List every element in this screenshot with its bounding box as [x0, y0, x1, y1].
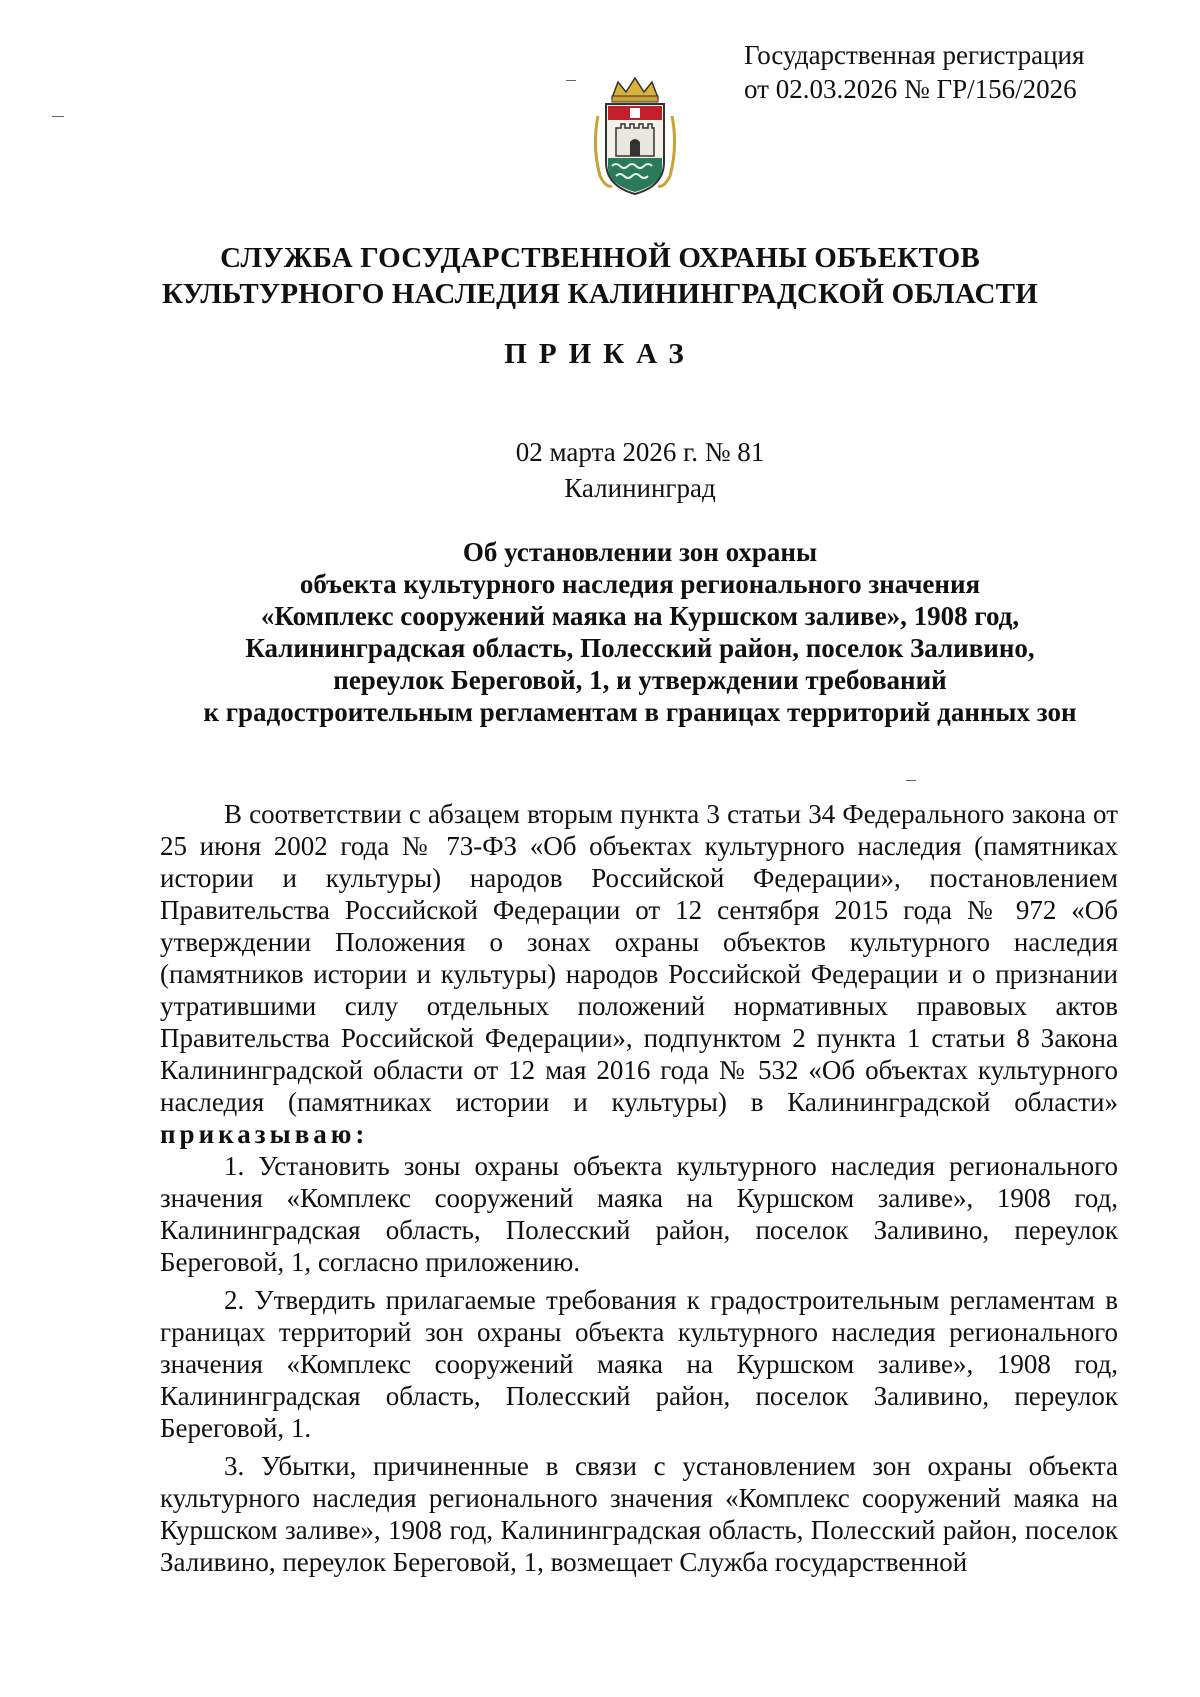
- registration-line-1: Государственная регистрация: [744, 40, 1085, 70]
- agency-line-1: СЛУЖБА ГОСУДАРСТВЕННОЙ ОХРАНЫ ОБЪЕКТОВ: [220, 242, 980, 274]
- title-line: «Комплекс сооружений маяка на Куршском заливе», 1908 год,: [260, 601, 1020, 631]
- document-city: Калининград: [564, 473, 716, 503]
- registration-line-2: от 02.03.2026 № ГР/156/2026: [744, 74, 1077, 104]
- document-date-number: 02 марта 2026 г. № 81: [515, 437, 765, 467]
- agency-name: [100, 240, 1100, 312]
- order-word: приказываю:: [160, 1119, 369, 1149]
- registration-stamp: [744, 38, 1164, 106]
- order-item: 3. Убытки, причиненные в связи с установлением зон охраны объекта культурного наследия регионального значения «Комплекс сооружений маяка на Куршском заливе», 1908 год, Калининградская область, Полесский район, поселок Заливино, переулок Береговой, 1, возмещает Служба государственной: [160, 1451, 1118, 1577]
- title-line: Об установлении зон охраны: [462, 537, 818, 567]
- title-line: переулок Береговой, 1, и утверждении требований: [333, 665, 947, 695]
- scan-mark: [52, 116, 64, 117]
- document-title: [100, 536, 1180, 728]
- order-item: 2. Утвердить прилагаемые требования к градостроительным регламентам в границах территорий зон охраны объекта культурного наследия регионального значения «Комплекс сооружений маяка на Куршском заливе», 1908 год, Калининградская область, Полесский район, поселок Заливино, переулок Береговой, 1.: [160, 1285, 1118, 1443]
- date-and-place: [340, 434, 940, 506]
- scan-mark: [906, 780, 916, 781]
- agency-line-2: КУЛЬТУРНОГО НАСЛЕДИЯ КАЛИНИНГРАДСКОЙ ОБЛАСТИ: [162, 278, 1038, 310]
- order-item: 1. Установить зоны охраны объекта культурного наследия регионального значения «Комплекс сооружений маяка на Куршском заливе», 1908 год, Калининградская область, Полесский район, поселок Заливино, переулок Береговой, 1, согласно приложению.: [160, 1151, 1118, 1277]
- preamble-paragraph: [160, 798, 1118, 1150]
- scan-mark: [566, 80, 576, 81]
- title-line: объекта культурного наследия регионального значения: [299, 569, 981, 599]
- preamble-text: В соответствии с абзацем вторым пункта 3 статьи 34 Федерального закона от 25 июня 2002 года № 73-ФЗ «Об объектах культурного наследия (памятниках истории и культуры) народов Российской Федерации», постановлением Правительства Российской Федерации от 12 сентября 2015 года № 972 «Об утверждении Положения о зонах охраны объектов культурного наследия (памятников истории и культуры) народов Российской Федерации и о признании утратившими силу отдельных положений нормативных правовых актов Правительства Российской Федерации», подпунктом 2 пункта 1 статьи 8 Закона Калининградской области от 12 мая 2016 года № 532 «Об объектах культурного наследия (памятниках истории и культуры) в Калининградской области»: [160, 799, 1118, 1117]
- title-line: Калининградская область, Полесский район, поселок Заливино,: [245, 633, 1035, 663]
- kaliningrad-coat-of-arms-icon: [590, 76, 680, 200]
- document-body: [160, 798, 1118, 1578]
- document-type: ПРИКАЗ: [504, 338, 696, 370]
- title-line: к градостроительным регламентам в границах территорий данных зон: [203, 697, 1077, 727]
